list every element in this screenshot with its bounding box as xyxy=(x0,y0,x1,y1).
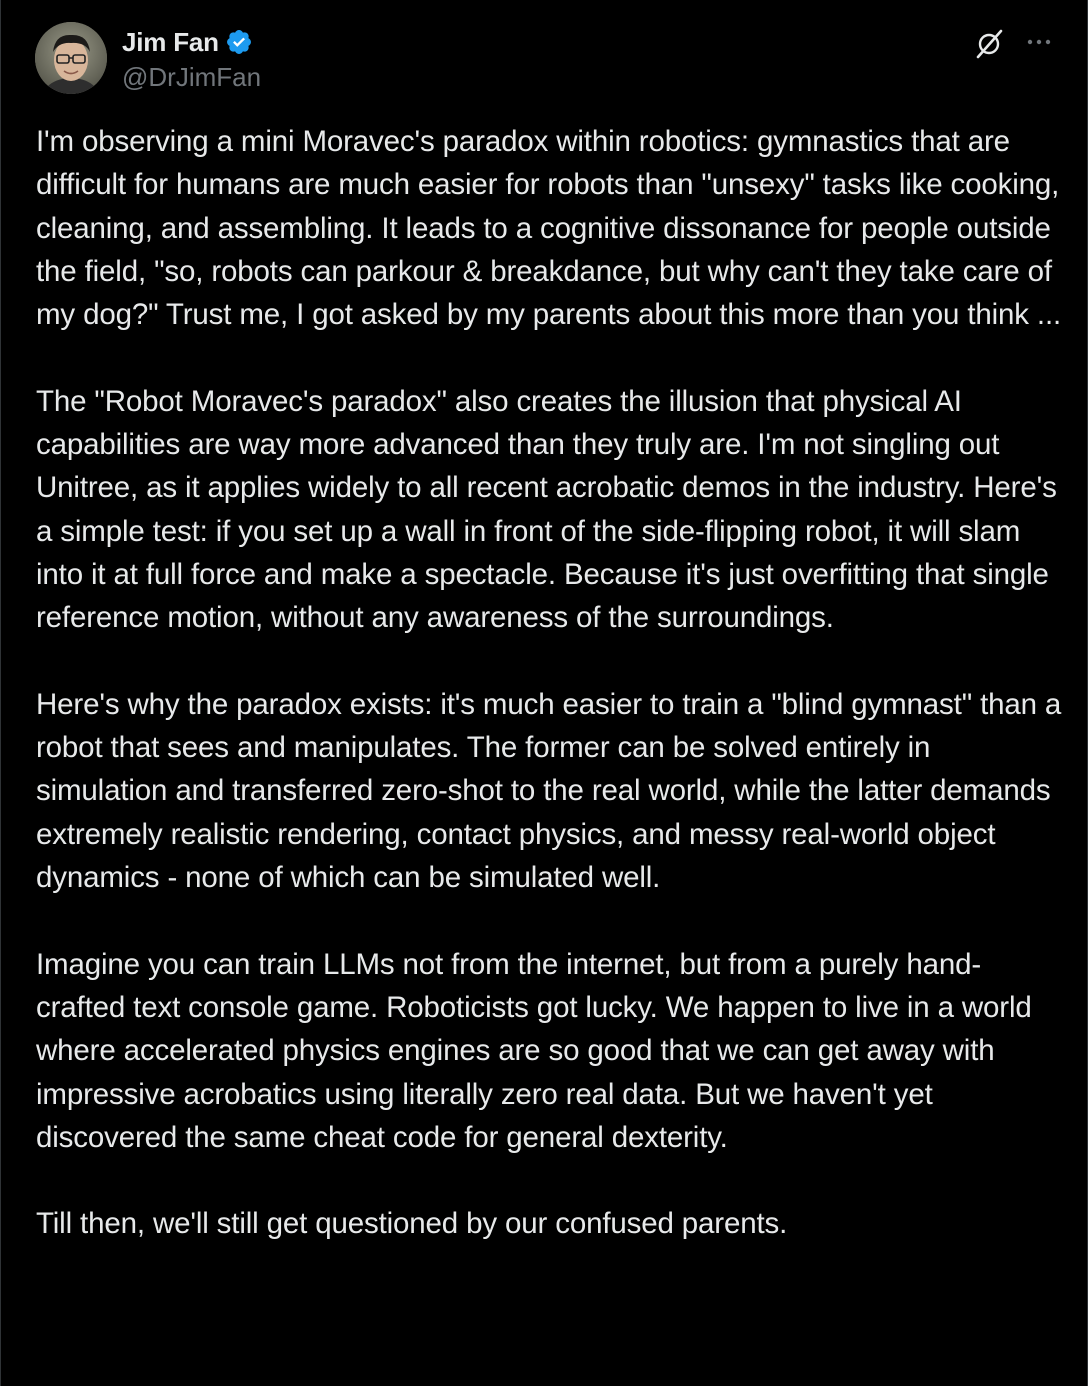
avatar-photo-icon xyxy=(35,22,107,94)
author-display-name[interactable]: Jim Fan xyxy=(122,26,219,57)
tweet-paragraph: I'm observing a mini Moravec's paradox within robotics: gymnastics that are difficult for humans are much easier for robots than "unsexy" tasks like cooking, cleaning, and assembling. It leads to a cognitive dissonance for people outside the field, "so, robots can parkour & breakdance, but why can't they take care of my dog?" Trust me, I got asked by my parents about this more than you think ... xyxy=(36,125,1068,332)
tweet-paragraph: Imagine you can train LLMs not from the internet, but from a purely hand-crafted text console game. Roboticists got lucky. We happen to live in a world where accelerated physics engines are so good that we can get away with impressive acrobatics using literally zero real data. But we haven't yet discovered the same cheat code for general dexterity. xyxy=(36,947,1040,1154)
tweet-paragraph: The "Robot Moravec's paradox" also creates the illusion that physical AI capabilities are way more advanced than they truly are. I'm not singling out Unitree, as it applies widely to all recent acrobatic demos in the industry. Here's a simple test: if you set up a wall in front of the side-flipping robot, it will slam into it at full force and make a spectacle. Because it's just overfitting that single reference motion, without any awareness of the surroundings. xyxy=(36,384,1065,635)
tweet-header xyxy=(35,22,1053,96)
tweet-paragraph: Here's why the paradox exists: it's much easier to train a "blind gymnast" than a robot that sees and manipulates. The former can be solved entirely in simulation and transferred zero-shot to the real world, while the latter demands extremely realistic rendering, contact physics, and messy real-world object dynamics - none of which can be simulated well. xyxy=(36,687,1070,895)
author-handle[interactable]: @DrJimFan xyxy=(122,62,262,92)
more-options-icon[interactable] xyxy=(1025,28,1053,56)
tweet-paragraph: Till then, we'll still get questioned by our confused parents. xyxy=(36,1207,788,1241)
avatar[interactable] xyxy=(35,22,107,94)
tweet-text xyxy=(36,120,1070,1246)
author-info xyxy=(122,24,261,93)
grok-icon[interactable] xyxy=(973,28,1005,60)
author-name-row xyxy=(122,24,261,60)
verified-badge-icon[interactable] xyxy=(225,28,253,56)
